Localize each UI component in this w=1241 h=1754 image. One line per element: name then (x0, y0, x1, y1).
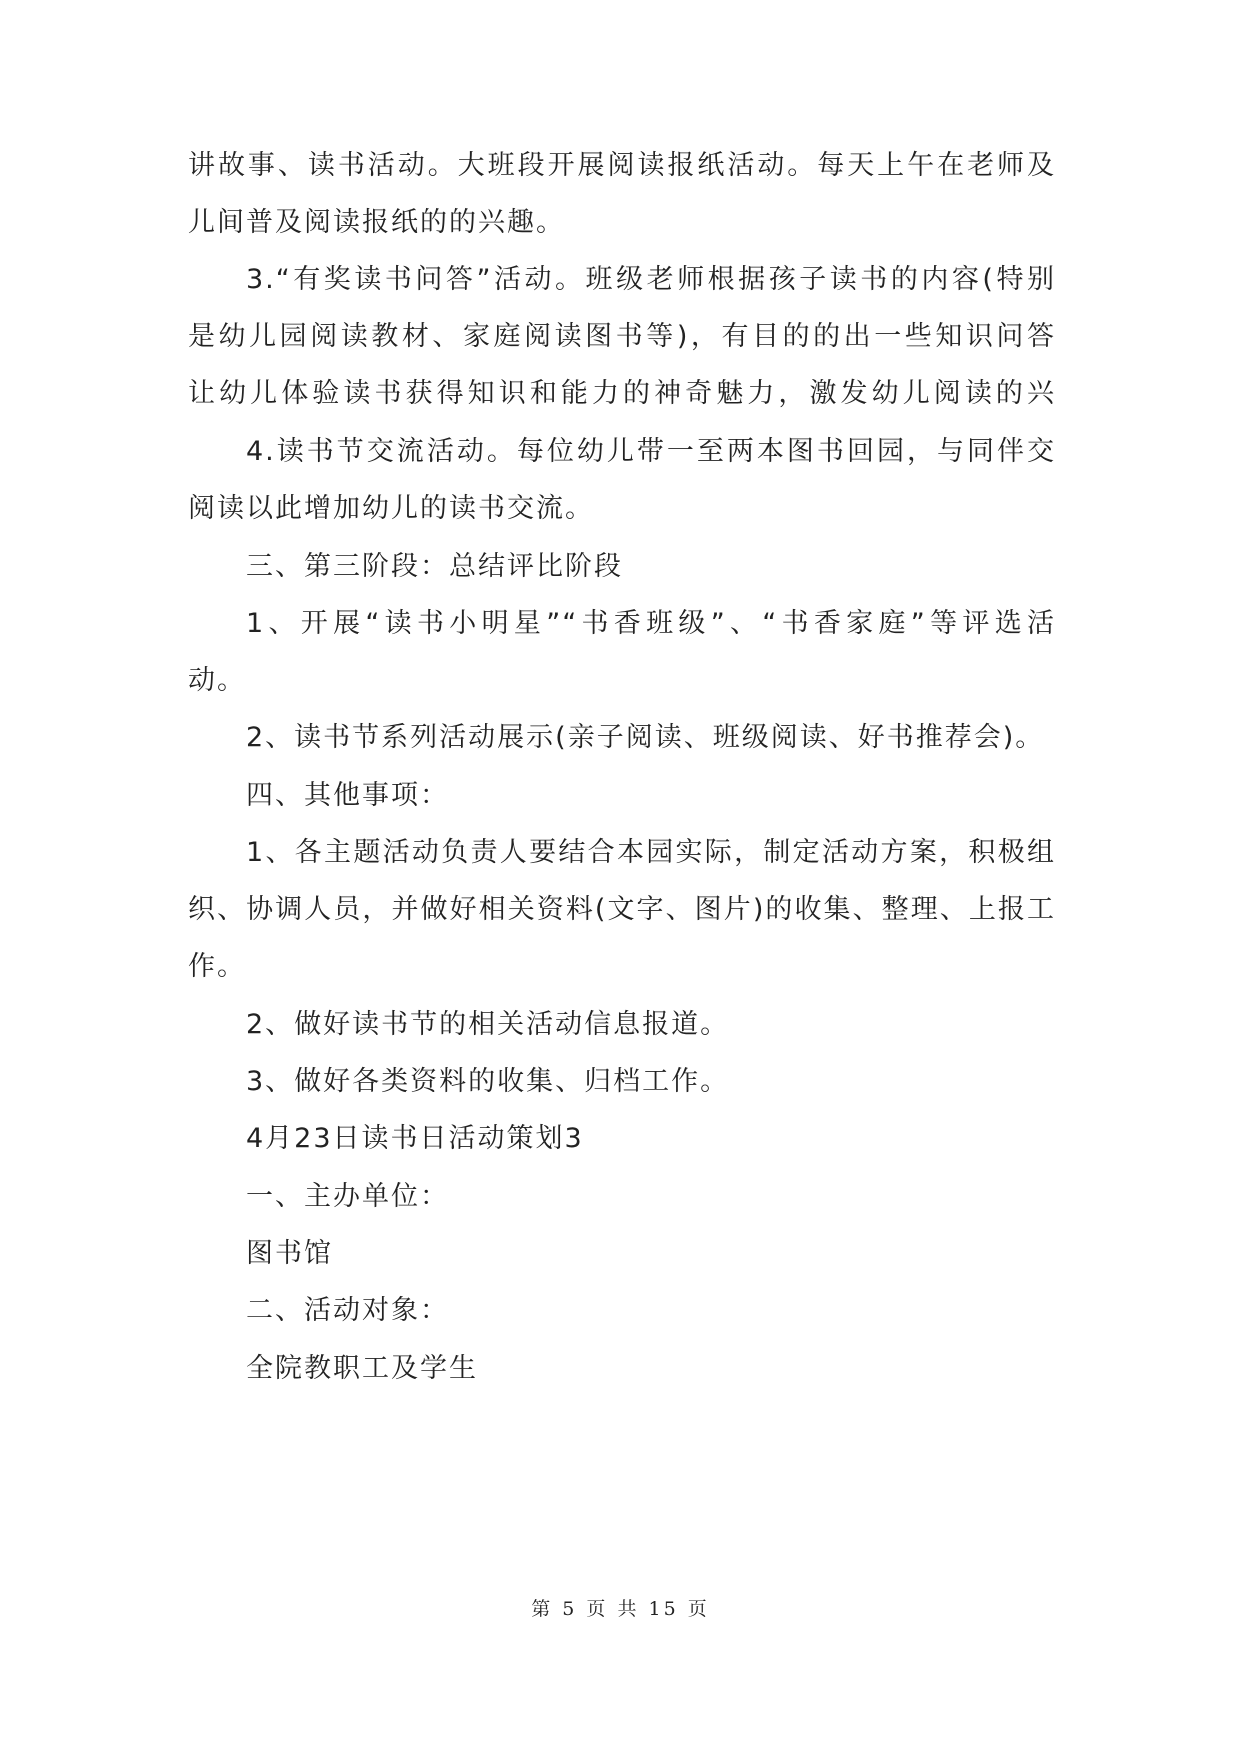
body-line-16: 2、做好读书节的相关活动信息报道。 (246, 1009, 730, 1040)
body-line-9: 1、开展“读书小明星”“书香班级”、“书香家庭”等评选活 (246, 608, 1056, 639)
body-line-17: 3、做好各类资料的收集、归档工作。 (246, 1066, 730, 1097)
body-line-2: 儿间普及阅读报纸的的兴趣。 (188, 207, 565, 238)
body-line-10: 动。 (188, 665, 246, 696)
body-line-13: 1、各主题活动负责人要结合本园实际，制定活动方案，积极组 (246, 837, 1056, 868)
audience-value: 全院教职工及学生 (246, 1353, 478, 1384)
body-line-14: 织、协调人员，并做好相关资料(文字、图片)的收集、整理、上报工 (188, 894, 1056, 925)
organizer-value: 图书馆 (246, 1238, 333, 1269)
section-heading-3: 三、第三阶段：总结评比阶段 (246, 551, 623, 582)
plan-title: 4月23日读书日活动策划3 (246, 1123, 584, 1154)
body-line-3: 3.“有奖读书问答”活动。班级老师根据孩子读书的内容(特别 (246, 264, 1056, 295)
section-heading-audience: 二、活动对象： (246, 1295, 449, 1326)
body-line-1: 讲故事、读书活动。大班段开展阅读报纸活动。每天上午在老师及 (188, 150, 1056, 181)
page-number-footer: 第 5 页 共 15 页 (531, 1598, 710, 1620)
body-line-15: 作。 (188, 951, 246, 982)
body-line-11: 2、读书节系列活动展示(亲子阅读、班级阅读、好书推荐会)。 (246, 722, 1045, 753)
body-line-4: 是幼儿园阅读教材、家庭阅读图书等)，有目的的出一些知识问答 (188, 321, 1056, 352)
body-line-6: 4.读书节交流活动。每位幼儿带一至两本图书回园，与同伴交 (246, 436, 1056, 467)
body-line-7: 阅读以此增加幼儿的读书交流。 (188, 493, 594, 524)
body-line-5: 让幼儿体验读书获得知识和能力的神奇魅力，激发幼儿阅读的兴 (188, 378, 1056, 409)
section-heading-organizer: 一、主办单位： (246, 1181, 449, 1212)
section-heading-4: 四、其他事项： (246, 780, 449, 811)
